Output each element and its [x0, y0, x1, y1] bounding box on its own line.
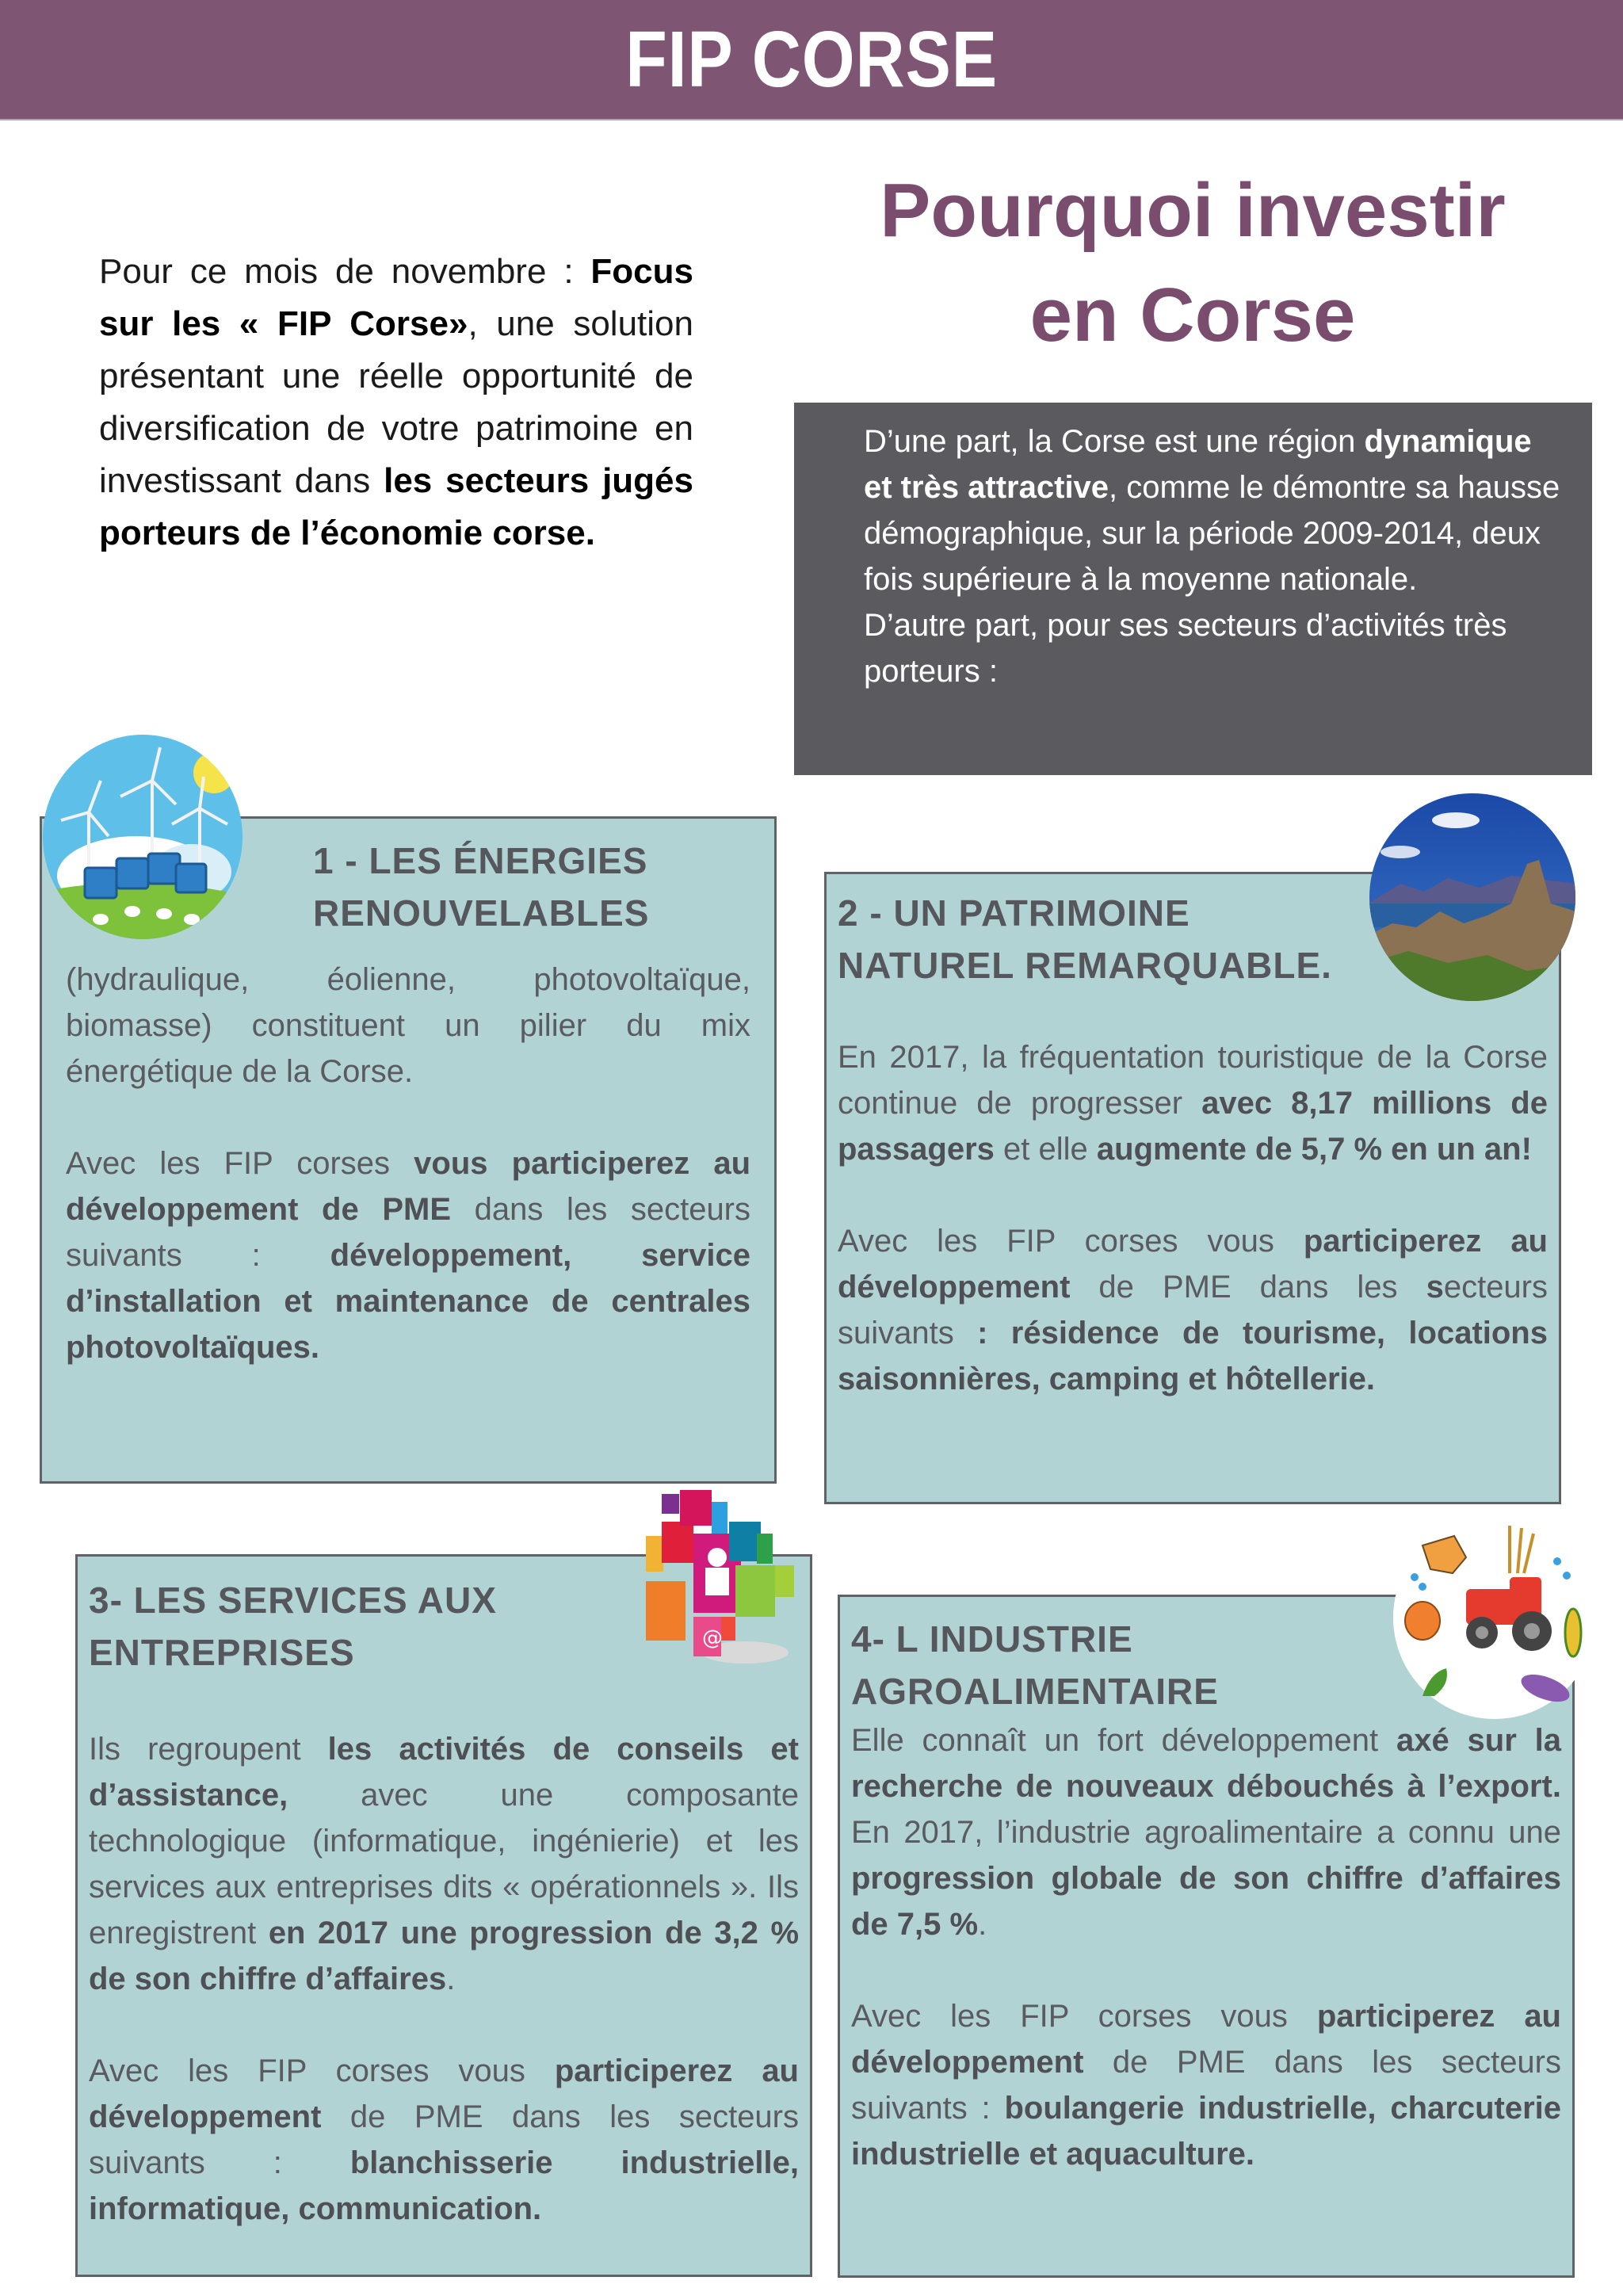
section-paragraph [838, 1218, 1548, 1402]
why-invest-paragraph [864, 418, 1560, 602]
renewable-energy-illustration [41, 733, 244, 941]
intro-bold-text: Focus sur les « FIP Corse» [99, 252, 693, 343]
section-bold-text: axé sur la recherche de nouveaux débouchés à l’export. [851, 1723, 1562, 1804]
why-invest-paragraph: D’autre part, pour ses secteurs d’activités très porteurs : [864, 608, 1507, 689]
section-text: En 2017, l’industrie agroalimentaire a connu une [851, 1815, 1561, 1850]
why-bold-text: dynamique et très attractive [864, 424, 1532, 505]
section-text: de PME dans les secteurs suivants : [89, 2099, 799, 2180]
section-title-line: NATUREL REMARQUABLE. [838, 945, 1332, 986]
section-text: de PME dans les [1070, 1270, 1426, 1305]
section-text: Avec les FIP corses vous [838, 1224, 1304, 1259]
tractor-vegetables-icon [1391, 1514, 1598, 1721]
section-body [851, 1717, 1561, 2177]
section-text: avec une composante technologique (informatique, ingénierie) et les services aux entreprises dits « opérationnels ». Ils enregistrent [89, 1778, 799, 1950]
section-body [66, 957, 750, 1370]
header-banner [0, 0, 1623, 120]
intro-paragraph [99, 246, 693, 560]
why-invest-box [794, 403, 1592, 775]
section-body [838, 1034, 1548, 1402]
svg-text:@: @ [702, 1626, 723, 1650]
section-paragraph [89, 1726, 799, 2002]
agriculture-illustration [1391, 1514, 1598, 1721]
section-bold-text: progression globale de son chiffre d’affaires de 7,5 % [851, 1861, 1561, 1942]
landscape-icon [1369, 793, 1576, 1003]
section-paragraph [851, 1993, 1561, 2177]
section-text: Avec les FIP corses vous [851, 1999, 1317, 2034]
section-title-line: ENTREPRISES [89, 1632, 355, 1673]
section-paragraph [66, 1140, 750, 1370]
section-title-line: AGROALIMENTAIRE [851, 1671, 1219, 1712]
section-title-line: 3- LES SERVICES AUX [89, 1580, 497, 1621]
business-services-icons [626, 1490, 832, 1672]
section-bold-text: boulangerie industrielle, charcuterie industrielle et aquaculture. [851, 2091, 1561, 2172]
why-text: D’une part, la Corse est une région [864, 424, 1365, 459]
wind-turbine-solar-icon [41, 733, 244, 941]
corsica-landscape-photo [1369, 793, 1576, 1003]
intro-bold-text: les secteurs jugés porteurs de l’économie corse. [99, 461, 694, 552]
why-invest-heading-line: en Corse [1029, 273, 1356, 357]
intro-text: Pour ce mois de novembre : [99, 252, 591, 291]
why-invest-heading [816, 159, 1569, 368]
section-title-line: 1 - LES ÉNERGIES [313, 840, 648, 881]
section-text: Avec les FIP corses vous [89, 2053, 555, 2088]
section-bold-text: participerez au développement [851, 1999, 1561, 2080]
section-text: Avec les FIP corses [66, 1146, 414, 1181]
page-title: FIP CORSE [625, 15, 998, 104]
section-paragraph [851, 1717, 1561, 1947]
section-bold-text: les activités de conseils et d’assistance, [89, 1732, 799, 1813]
section-text: Elle connaît un fort développement [851, 1723, 1396, 1758]
section-text: . [446, 1962, 456, 1996]
section-text: En 2017, la fréquentation touristique de la Corse continue de progresser [838, 1040, 1548, 1121]
section-bold-text: participerez au développement [838, 1224, 1548, 1305]
section-text: de PME dans les secteurs suivants : [851, 2045, 1561, 2126]
section-bold-text: blanchisserie industrielle, informatique, communication. [89, 2145, 799, 2226]
section-paragraph [89, 2048, 799, 2232]
section-title-line: RENOUVELABLES [313, 892, 650, 934]
section-text: et elle [994, 1132, 1097, 1167]
section-paragraph: (hydraulique, éolienne, photovoltaïque, biomasse) constituent un pilier du mix énergétique de la Corse. [66, 962, 750, 1089]
intro-text: , une solution présentant une réelle opportunité de diversification de votre patrimoine en investissant dans [99, 304, 693, 500]
section-text: ecteurs suivants [838, 1270, 1548, 1350]
section-bold-text: développement, service d’installation et maintenance de centrales photovoltaïques. [66, 1238, 750, 1365]
section-paragraph [838, 1034, 1548, 1172]
section-bold-text: s [1426, 1270, 1444, 1305]
section-text: Ils regroupent [89, 1732, 328, 1767]
section-title-line: 2 - UN PATRIMOINE [838, 892, 1190, 934]
section-bold-text: augmente de 5,7 % en un an! [1096, 1132, 1532, 1167]
section-text: . [978, 1907, 987, 1942]
section-bold-text: avec 8,17 millions de passagers [838, 1086, 1548, 1167]
section-title-line: 4- L INDUSTRIE [851, 1618, 1133, 1660]
why-invest-heading-line: Pourquoi investir [880, 168, 1506, 253]
section-bold-text: vous participerez au développement de PME [66, 1146, 750, 1227]
app-icons-cluster-icon [626, 1490, 832, 1672]
section-bold-text: participerez au développement [89, 2053, 799, 2134]
section-text: dans les secteurs suivants : [66, 1192, 751, 1273]
section-body [89, 1726, 799, 2232]
why-text: , comme le démontre sa hausse démographique, sur la période 2009-2014, deux fois supérieure à la moyenne nationale. [864, 470, 1560, 597]
section-bold-text: : résidence de tourisme, locations saisonnières, camping et hôtellerie. [838, 1316, 1548, 1396]
section-bold-text: en 2017 une progression de 3,2 % de son chiffre d’affaires [89, 1916, 800, 1996]
